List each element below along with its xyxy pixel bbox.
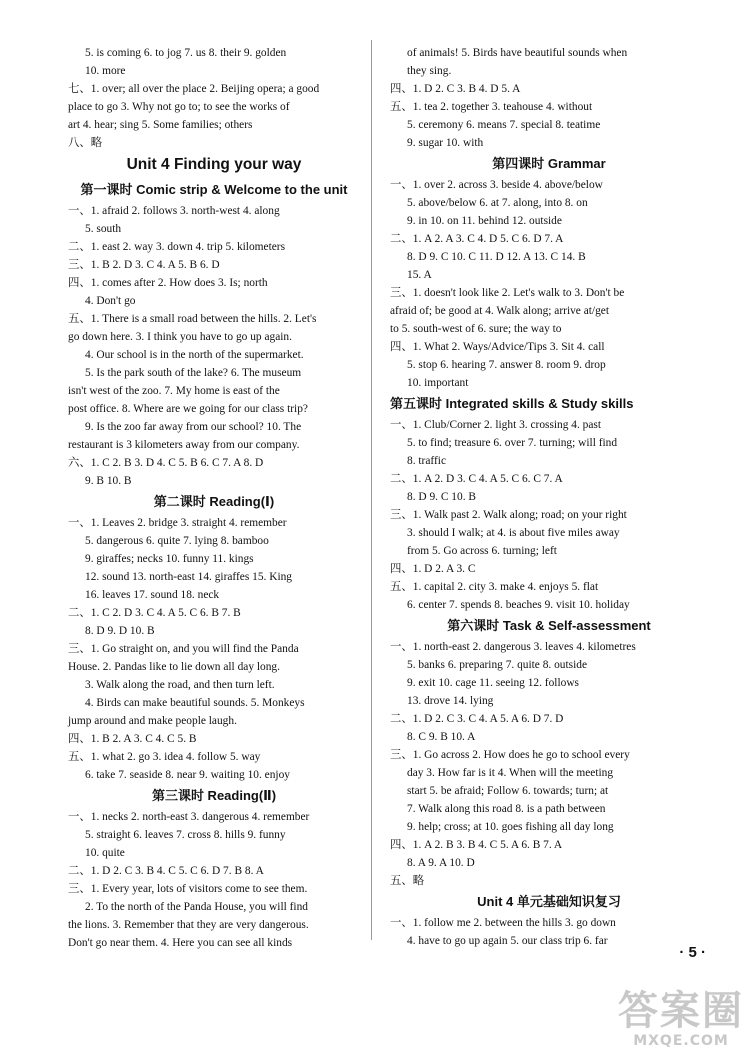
answer-line: 八、略 bbox=[68, 137, 103, 149]
answer-line: 5. stop 6. hearing 7. answer 8. room 9. drop bbox=[407, 359, 606, 371]
answer-line: 5. ceremony 6. means 7. special 8. teatime bbox=[407, 119, 601, 131]
right-column bbox=[390, 44, 708, 950]
answer-line: 6. center 7. spends 8. beaches 9. visit 10. holiday bbox=[407, 599, 630, 611]
answer-line: 5. banks 6. preparing 7. quite 8. outside bbox=[407, 659, 588, 671]
answer-line: 9. help; cross; at 10. goes fishing all day long bbox=[407, 821, 614, 833]
answer-line: 四、1. What 2. Ways/Advice/Tips 3. Sit 4. call bbox=[390, 341, 605, 353]
answer-line: art 4. hear; sing 5. Some families; others bbox=[68, 119, 253, 131]
section-title: 第四课时 Grammar bbox=[492, 156, 606, 171]
answer-line: 16. leaves 17. sound 18. neck bbox=[85, 589, 220, 601]
watermark-logo bbox=[618, 989, 744, 1049]
answer-line: 二、1. C 2. D 3. C 4. A 5. C 6. B 7. B bbox=[68, 607, 241, 619]
answer-line: 四、1. comes after 2. How does 3. Is; north bbox=[68, 277, 268, 289]
answer-line: 4. Our school is in the north of the supermarket. bbox=[85, 349, 304, 361]
answer-line: 13. drove 14. lying bbox=[407, 695, 494, 707]
answer-line: 一、1. afraid 2. follows 3. north-west 4. along bbox=[68, 205, 280, 217]
answer-line: 9. sugar 10. with bbox=[407, 137, 484, 149]
answer-line: 二、1. A 2. A 3. C 4. D 5. C 6. D 7. A bbox=[390, 233, 564, 245]
answer-line: the lions. 3. Remember that they are very dangerous. bbox=[68, 919, 309, 931]
answer-line: 五、1. capital 2. city 3. make 4. enjoys 5. flat bbox=[390, 581, 599, 593]
answer-line: 6. take 7. seaside 8. near 9. waiting 10. enjoy bbox=[85, 769, 290, 781]
answer-line: afraid of; be good at 4. Walk along; arrive at/get bbox=[390, 305, 610, 317]
answer-line: 8. D 9. C 10. B bbox=[407, 491, 476, 503]
answer-line: 4. Birds can make beautiful sounds. 5. Monkeys bbox=[85, 697, 305, 709]
section-title: 第三课时 Reading(Ⅱ) bbox=[151, 788, 277, 803]
unit-title: Unit 4 Finding your way bbox=[126, 156, 302, 173]
section-title: 第五课时 Integrated skills & Study skills bbox=[390, 396, 634, 411]
answer-line: 三、1. B 2. D 3. C 4. A 5. B 6. D bbox=[68, 259, 220, 271]
answer-line: 10. quite bbox=[85, 847, 125, 859]
answer-line: 10. more bbox=[85, 65, 126, 77]
answer-line: start 5. be afraid; Follow 6. towards; turn; at bbox=[407, 785, 609, 797]
answer-line: 一、1. north-east 2. dangerous 3. leaves 4. kilometres bbox=[390, 641, 636, 653]
answer-line: jump around and make people laugh. bbox=[68, 715, 237, 727]
answer-line: 10. important bbox=[407, 377, 469, 389]
answer-line: of animals! 5. Birds have beautiful sounds when bbox=[407, 47, 628, 59]
answer-line: 三、1. Go straight on, and you will find the Panda bbox=[68, 643, 299, 655]
answer-line: 4. have to go up again 5. our class trip 6. far bbox=[407, 935, 608, 947]
answer-line: 四、1. B 2. A 3. C 4. C 5. B bbox=[68, 733, 197, 745]
answer-line: 2. To the north of the Panda House, you will find bbox=[85, 901, 308, 913]
answer-line: 六、1. C 2. B 3. D 4. C 5. B 6. C 7. A 8. D bbox=[68, 457, 264, 469]
answer-line: go down here. 3. I think you have to go up again. bbox=[68, 331, 292, 343]
answer-line: restaurant is 3 kilometers away from our company. bbox=[68, 439, 300, 451]
answer-line: place to go 3. Why not go to; to see the works of bbox=[68, 101, 290, 113]
watermark-title: 答案圈 bbox=[618, 988, 744, 1034]
answer-line: 五、略 bbox=[390, 875, 425, 887]
answer-line: 二、1. D 2. C 3. B 4. C 5. C 6. D 7. B 8. A bbox=[68, 865, 264, 877]
answer-line: 二、1. east 2. way 3. down 4. trip 5. kilometers bbox=[68, 241, 286, 253]
page-number: · 5 · bbox=[679, 944, 706, 961]
answer-line: 五、1. tea 2. together 3. teahouse 4. without bbox=[390, 101, 593, 113]
answer-line: 三、1. Walk past 2. Walk along; road; on your right bbox=[390, 509, 627, 521]
answer-line: 一、1. over 2. across 3. beside 4. above/below bbox=[390, 179, 603, 191]
answer-line: 一、1. necks 2. north-east 3. dangerous 4. remember bbox=[68, 811, 310, 823]
answer-line: 15. A bbox=[407, 269, 432, 281]
answer-line: 一、1. Club/Corner 2. light 3. crossing 4. past bbox=[390, 419, 602, 431]
answer-line: 5. south bbox=[85, 223, 122, 235]
column-divider bbox=[371, 40, 372, 940]
answer-line: 4. Don't go bbox=[85, 295, 136, 307]
answer-line: 12. sound 13. north-east 14. giraffes 15. King bbox=[85, 571, 293, 583]
answer-line: 8. D 9. C 10. C 11. D 12. A 13. C 14. B bbox=[407, 251, 586, 263]
answer-line: 三、1. Go across 2. How does he go to school every bbox=[390, 749, 630, 761]
answer-line: 9. giraffes; necks 10. funny 11. kings bbox=[85, 553, 254, 565]
answer-line: 9. B 10. B bbox=[85, 475, 132, 487]
answer-line: post office. 8. Where are we going for our class trip? bbox=[68, 403, 308, 415]
left-column bbox=[68, 44, 360, 952]
answer-line: 9. in 10. on 11. behind 12. outside bbox=[407, 215, 562, 227]
answer-line: Don't go near them. 4. Here you can see all kinds bbox=[68, 937, 293, 949]
answer-line: 七、1. over; all over the place 2. Beijing opera; a good bbox=[68, 83, 320, 95]
answer-line: 5. to find; treasure 6. over 7. turning; will find bbox=[407, 437, 618, 449]
answer-line: 5. Is the park south of the lake? 6. The museum bbox=[85, 367, 302, 379]
answer-line: 8. A 9. A 10. D bbox=[407, 857, 475, 869]
answer-line: 四、1. D 2. C 3. B 4. D 5. A bbox=[390, 83, 521, 95]
answer-line: 8. traffic bbox=[407, 455, 447, 467]
answer-line: 7. Walk along this road 8. is a path between bbox=[407, 803, 606, 815]
section-title: 第一课时 Comic strip & Welcome to the unit bbox=[80, 182, 348, 197]
answer-line: 3. should I walk; at 4. is about five miles away bbox=[407, 527, 620, 539]
answer-line: 一、1. follow me 2. between the hills 3. go down bbox=[390, 917, 616, 929]
answer-line: 五、1. what 2. go 3. idea 4. follow 5. way bbox=[68, 751, 261, 763]
answer-line: to 5. south-west of 6. sure; the way to bbox=[390, 323, 562, 335]
section-title: 第六课时 Task & Self-assessment bbox=[447, 618, 651, 633]
answer-line: 5. is coming 6. to jog 7. us 8. their 9. golden bbox=[85, 47, 287, 59]
answer-line: isn't west of the zoo. 7. My home is east of the bbox=[68, 385, 280, 397]
answer-line: day 3. How far is it 4. When will the meeting bbox=[407, 767, 614, 779]
answer-line: 5. dangerous 6. quite 7. lying 8. bamboo bbox=[85, 535, 269, 547]
answer-line: 五、1. There is a small road between the hills. 2. Let's bbox=[68, 313, 317, 325]
answer-line: 四、1. A 2. B 3. B 4. C 5. A 6. B 7. A bbox=[390, 839, 563, 851]
answer-line: 5. above/below 6. at 7. along, into 8. on bbox=[407, 197, 588, 209]
section-title: 第二课时 Reading(Ⅰ) bbox=[153, 494, 275, 509]
answer-line: they sing. bbox=[407, 65, 452, 77]
watermark-url: MXQE.COM bbox=[633, 1033, 729, 1049]
answer-line: 5. straight 6. leaves 7. cross 8. hills 9. funny bbox=[85, 829, 286, 841]
answer-line: 三、1. doesn't look like 2. Let's walk to 3. Don't be bbox=[390, 287, 625, 299]
answer-line: House. 2. Pandas like to lie down all day long. bbox=[68, 661, 280, 673]
answer-line: 8. D 9. D 10. B bbox=[85, 625, 155, 637]
answer-line: 3. Walk along the road, and then turn left. bbox=[85, 679, 275, 691]
answer-line: 三、1. Every year, lots of visitors come to see them. bbox=[68, 883, 308, 895]
answer-line: 四、1. D 2. A 3. C bbox=[390, 563, 476, 575]
answer-line: from 5. Go across 6. turning; left bbox=[407, 545, 557, 557]
section-title: Unit 4 单元基础知识复习 bbox=[477, 894, 621, 909]
answer-line: 二、1. A 2. D 3. C 4. A 5. C 6. C 7. A bbox=[390, 473, 563, 485]
answer-line: 9. exit 10. cage 11. seeing 12. follows bbox=[407, 677, 579, 689]
answer-line: 二、1. D 2. C 3. C 4. A 5. A 6. D 7. D bbox=[390, 713, 564, 725]
answer-line: 9. Is the zoo far away from our school? 10. The bbox=[85, 421, 302, 433]
answer-line: 8. C 9. B 10. A bbox=[407, 731, 476, 743]
answer-line: 一、1. Leaves 2. bridge 3. straight 4. remember bbox=[68, 517, 287, 529]
